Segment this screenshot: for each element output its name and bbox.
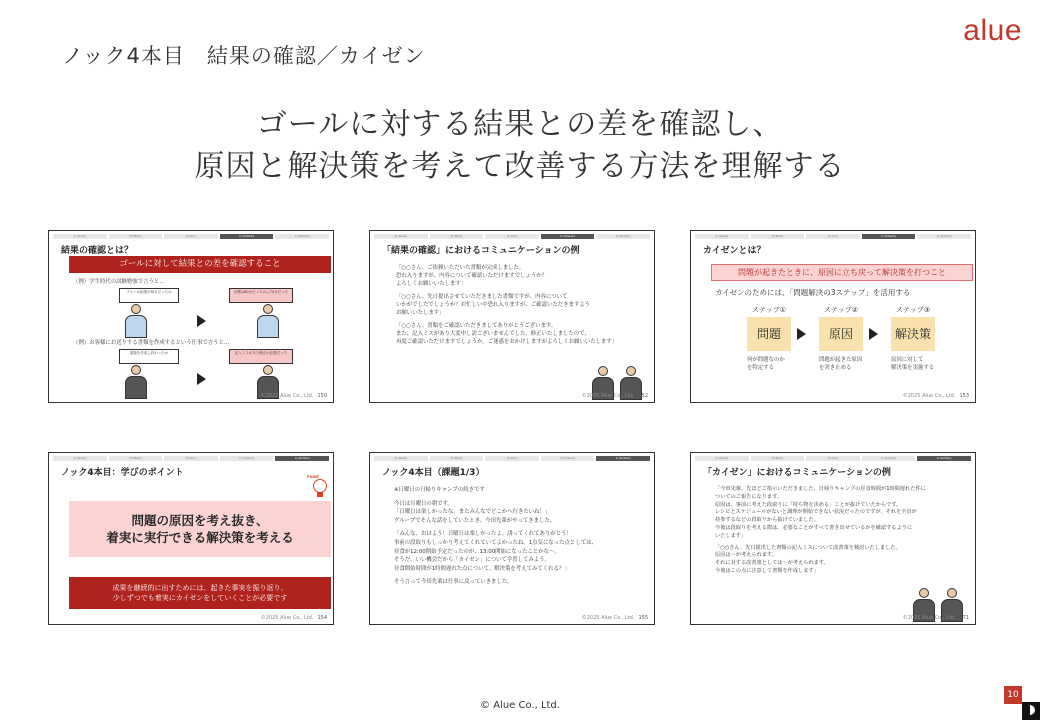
main-title-line-1: ゴールに対する結果との差を確認し、: [256, 107, 784, 142]
slide-footer: ©2025 Alue Co., Ltd. 152: [581, 393, 648, 399]
slide-nav-tab: P (Plan): [109, 456, 163, 461]
slide-nav-tab: P (Plan): [751, 234, 805, 239]
slide-text-line: 「日曜日は楽しかったな。またみんなでどこかへ行きたいね！」: [394, 509, 551, 516]
slide-text-line: レシピとスケジュールがないと調理が開始できない状況だったのですが、それを全員が: [715, 509, 917, 516]
slide-thumbnail-155[interactable]: [369, 452, 655, 625]
slide-thumbnail-150[interactable]: [48, 230, 334, 403]
step-2-box: 原因: [819, 317, 863, 351]
slide-nav-strip: [695, 234, 971, 239]
slide-nav-tab: D (Do): [164, 234, 218, 239]
slide-page-number: 155: [638, 615, 648, 621]
slide-nav-tab: D (Do): [806, 234, 860, 239]
speech-bubble: テストの結果が何点だったか: [119, 288, 179, 303]
speech-bubble: 目標は80点だったのに70点だった: [229, 288, 293, 303]
slide-nav-tab: C (Check): [862, 456, 916, 461]
speech-bubble: 書類を作成し終わったか: [119, 349, 179, 364]
slide-nav-strip: [374, 456, 650, 461]
slide-footer: ©2025 Alue Co., Ltd. 153: [902, 393, 969, 399]
slide-nav-tab: D (Do): [485, 456, 539, 461]
slide-page-number: 150: [317, 393, 327, 399]
arrow-right-icon: [197, 315, 206, 327]
slide-nav-tab: D (Do): [806, 456, 860, 461]
slide-nav-tab: P (Plan): [430, 456, 484, 461]
slide-text-line: 今後は段取りを考える際は、必要なことがすべて書き出せているかを確認するように: [715, 524, 913, 531]
slide-title: カイゼンとは？: [703, 246, 766, 256]
slide-banner: 問題が起きたときに、原因に立ち戻って解決策を打つこと: [711, 264, 973, 281]
slide-text-line: 今日は月曜日の朝です。: [394, 500, 453, 507]
step-1-desc: [747, 356, 807, 372]
slide-nav-tab: G (Goal): [53, 234, 107, 239]
slide-footer: ©2025 Alue Co., Ltd. 154: [260, 615, 327, 621]
point-badge: POINT: [307, 475, 320, 479]
slide-body: [394, 486, 597, 587]
slide-text-line: 何が問題なのか: [747, 357, 785, 363]
slide-nav-tab: A (Action): [275, 456, 329, 461]
slide-nav-tab: D (Do): [164, 456, 218, 461]
slide-thumbnail-154[interactable]: [48, 452, 334, 625]
slide-text-line: 原因に対して: [891, 357, 924, 363]
slide-text-line: よろしくお願いいたします」: [396, 281, 467, 287]
step-2-label: ステップ②: [823, 306, 859, 314]
slide-footer: ©2025 Alue Co., Ltd. 155: [581, 615, 648, 621]
slide-thumbnail-153[interactable]: [690, 230, 976, 403]
slide-example-2: （例）お客様にお送りする書類を作成するという仕事で言うと…: [73, 340, 230, 346]
slide-nav-tab: D (Do): [485, 234, 539, 239]
slide-text-line: また、記入ミスがあり大変申し訳ございませんでした。修正いたしましたので、: [396, 331, 590, 337]
slide-nav-tab: G (Goal): [374, 234, 428, 239]
slide-nav-strip: [695, 456, 971, 461]
page-number: 10: [1004, 686, 1022, 704]
slide-text-line: 昼食開始時間が1時間遅れた点について、解決策を考えてみてくれる？」: [394, 565, 570, 572]
slide-text-line: 持参するなどの段取りから抜けていました。: [715, 517, 819, 524]
slide-nav-tab: C (Check): [862, 234, 916, 239]
slide-text-line: 「○○さん、ご依頼いただいた書類が完成しました。: [396, 265, 525, 271]
slide-nav-tab: A (Action): [275, 234, 329, 239]
slide-text-line: いたします」: [715, 532, 747, 539]
lightbulb-icon: [313, 479, 327, 497]
slide-nav-tab: C (Check): [220, 456, 274, 461]
slide-text-line: を突き止める: [819, 365, 852, 371]
brand-logo: alue: [963, 14, 1022, 47]
slide-nav-strip: [53, 456, 329, 461]
slide-nav-strip: [53, 234, 329, 239]
step-1-label: ステップ①: [751, 306, 787, 314]
slide-title: 「カイゼン」におけるコミュニケーションの例: [703, 468, 891, 478]
slide-text-line: グループでそんな話をしていたとき、今田先輩がやってきました。: [394, 517, 556, 524]
slide-nav-tab: C (Check): [541, 456, 595, 461]
slide-title: 結果の確認とは？: [61, 246, 134, 256]
slide-text-line: 解決策を実施する: [891, 365, 935, 371]
slide-footer: ©2025 Alue Co., Ltd. 150: [260, 393, 327, 399]
slide-nav-tab: A (Action): [596, 456, 650, 461]
slide-nav-tab: P (Plan): [109, 234, 163, 239]
slide-nav-tab: G (Goal): [695, 456, 749, 461]
slide-nav-tab: G (Goal): [374, 456, 428, 461]
slide-page-number: 153: [959, 393, 969, 399]
slide-text-line: 原因は、事前に考えた段取りに「持ち物を決める」ことが抜けていたからです。: [715, 501, 902, 508]
step-1-box: 問題: [747, 317, 791, 351]
slide-page-number: 171: [959, 615, 969, 621]
slide-text-line: 原因は～が考えられます。: [715, 552, 777, 559]
slide-nav-tab: G (Goal): [53, 456, 107, 461]
slide-nav-tab: P (Plan): [430, 234, 484, 239]
slide-text-line: 今後はこの点に注意して書類を作成します」: [715, 567, 819, 574]
step-3-box: 解決策: [891, 317, 935, 351]
slide-text-line: そうだ、いい機会だから「カイゼン」について学習してみよう。: [394, 557, 550, 564]
slide-text-line: 「○○さん、先日提出させていただきました書類ですが、内容について: [396, 294, 568, 300]
person-icon: [125, 304, 147, 338]
main-title-line-2: 原因と解決策を考えて改善する方法を理解する: [194, 149, 846, 184]
slide-page-number: 152: [638, 393, 648, 399]
slide-text-line: ついてのご報告になります。: [715, 493, 783, 500]
slide-nav-tab: G (Goal): [695, 234, 749, 239]
slide-text-line: 再度ご確認いただけますでしょうか。ご迷惑をおかけしますがよろしくお願いいたします」: [396, 339, 618, 345]
slide-nav-tab: A (Action): [917, 234, 971, 239]
step-3-label: ステップ③: [895, 306, 931, 314]
slide-text-line: 「○○さん、先日提出した書類の記入ミスについて改善策を検討いたしました。: [715, 544, 901, 551]
main-title: [0, 104, 1040, 188]
arrow-right-icon: [197, 373, 206, 385]
slide-nav-tab: P (Plan): [751, 456, 805, 461]
slide-text-line: 事前の段取りもしっかり考えてくれていてよかったね。1点気になった点としては、: [394, 539, 597, 546]
slide-body: [396, 264, 617, 346]
slide-page-number: 154: [317, 615, 327, 621]
speech-bubble: 記入ミスがあり修正が必要だった: [229, 349, 293, 364]
slide-nav-tab: A (Action): [596, 234, 650, 239]
step-2-desc: [819, 356, 879, 372]
slide-text-line: お願いいたします」: [396, 310, 445, 316]
slide-title: 「結果の確認」におけるコミュニケーションの例: [382, 246, 580, 256]
slide-text-line: を特定する: [747, 365, 774, 371]
page-heading: ノック4本目 結果の確認／カイゼン: [62, 44, 426, 68]
slide-footer: ©2025 Alue Co., Ltd. 171: [902, 615, 969, 621]
step-3-desc: [891, 356, 951, 372]
slide-nav-tab: A (Action): [917, 456, 971, 461]
slide-text-line: 問題が起きた原因: [819, 357, 863, 363]
slide-title: ノック4本目：学びのポイント: [61, 468, 184, 478]
slide-banner: ゴールに対して結果との差を確認すること: [69, 256, 331, 273]
slide-title: ノック4本目（課題1/3）: [382, 468, 485, 478]
slide-text-line: 「○○さん、書類をご確認いただきましてありがとうございます。: [396, 323, 557, 329]
slide-nav-strip: [374, 234, 650, 239]
copyright: © Alue Co., Ltd.: [480, 700, 560, 711]
slide-text-line: 「今田先輩、先ほどご指示いただきました、日帰りキャンプの昼食時間が1時間遅れた件に: [715, 486, 926, 492]
arrow-right-icon: [869, 328, 878, 340]
slide-text-line: いかがでしたでしょうか？お忙しい中恐れ入りますが、ご確認いただきますよう: [396, 302, 591, 308]
key-point-box: 問題の原因を考え抜き、 着実に実行できる解決策を考える: [69, 501, 331, 557]
slide-banner: 成果を継続的に出すためには、起きた事実を振り返り、 少しずつでも着実にカイゼンをしていくことが必要です: [69, 577, 331, 609]
slide-text-line: 「みんな、おはよう！日曜日は楽しかったよ。誘ってくれてありがとう！: [394, 531, 572, 538]
slide-example-1: （例）学生時代の試験勉強で言うと…: [73, 279, 165, 285]
slide-text-line: 昼食が12:00開始予定だったのが、13:00開始になったことかな～。: [394, 548, 560, 555]
slide-text-line: 恐れ入りますが、内容について確認いただけますでしょうか？: [396, 273, 547, 279]
slide-nav-tab: C (Check): [541, 234, 595, 239]
slide-text-line: それに対する改善策としては～が考えられます。: [715, 560, 829, 567]
slide-text-line: ※日曜日の日帰りキャンプの続きです: [394, 487, 485, 493]
person-icon: [257, 304, 279, 338]
slide-thumbnail-152[interactable]: [369, 230, 655, 403]
corner-logo-icon: [1022, 702, 1040, 720]
slide-text-line: そう言って今田先輩は仕事に戻っていきました。: [394, 579, 513, 586]
slide-body: [715, 486, 926, 576]
slide-subtitle: カイゼンのためには、「問題解決の3ステップ」を活用する: [715, 288, 911, 297]
slide-thumbnail-171[interactable]: [690, 452, 976, 625]
person-icon: [125, 365, 147, 399]
arrow-right-icon: [797, 328, 806, 340]
slide-nav-tab: C (Check): [220, 234, 274, 239]
